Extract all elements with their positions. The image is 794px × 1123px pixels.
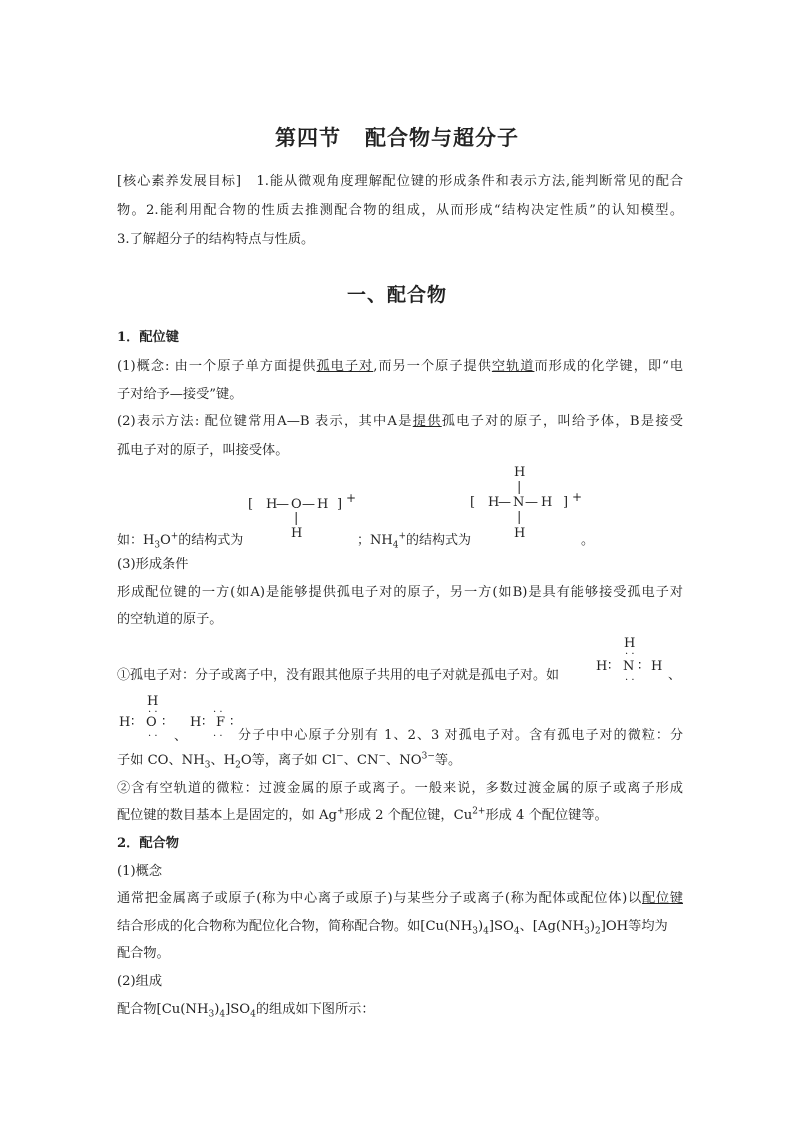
complex-concept-line-3: 配合物。: [117, 946, 170, 961]
example-nh4-label: ；$NH_4^+$的结构式为: [357, 531, 472, 551]
condition-line-2: 的空轨道的原子。: [117, 612, 223, 627]
page-title: 第四节 配合物与超分子: [275, 125, 519, 150]
document-page: 第四节 配合物与超分子 [核心素养发展目标] 1.能从微观角度理解配位键的形成条件和表示方法,能判断常见的配合 物。2.能利用配合物的性质去推测配合物的组成，从而形成“结构决定性质”的认知模型。 3.了解超分子的结构特点与性质。 一、配合物 1．配位键 (1)概念: 由一个原子单方面提供孤电子对,而另一个原子提供空轨道而形成的化学键，即“电 子对给予—接受”键。 (2)表示方法: 配位键常用A—B 表示，其中A是提供孤电子对的原子，叫给予体，B是接受 孤电子对的原子，叫接受体。 [ H — O — H ] + | H H | [ H — N — H ] + | H 如：$H_3O^+$的结构式为 ；$NH_4^+$的结构式为 。 (3)形成条件 形成配位键的一方(如A)是能够提供孤电子对的原子，另一方(如B)是具有能够接受孤电子对 的空轨道的原子。 ①孤电子对：分子或离子中，没有跟其他原子共用的电子对就是孤电子对。如 H · · H ∶ N ∶ H · · 、 H · · H ∶ O ∶ · · 、 H ∶ · · F ∶ · · 分子中中心原子分别有 1、2、3 对孤电子对。含有孤电子对的微粒：分 子如 CO、$NH_3$、$H_2O$等，离子如 Cl−、CN−、$NO^{3-}$等。 ②含有空轨道的微粒：过渡金属的原子或离子。一般来说，多数过渡金属的原子或离子形成 配位键的数目基本上是固定的，如 Ag+形成 2 个配位键，$Cu^{2+}$形成 4 个配位键等。 2．配合物 (1)概念 通常把金属离子或原子(称为中心离子或原子)与某些分子或离子(称为配体或配位体)以配位键 结合形成的化合物称为配位化合物，简称配合物。如$[Cu(NH_3)_4]SO_4$、$[Ag(NH_3)_2]OH$等均为 配合物。 (2)组成 配合物$[Cu(NH_3)_4]SO_4$的组成如下图所示：: [0, 0, 794, 1123]
condition-line-1: 形成配位键的一方(如A)是能够提供孤电子对的原子，另一方(如B)是具有能够接受孤电子对: [117, 585, 683, 600]
section-title-complexes: 一、配合物: [346, 284, 447, 306]
goals-line-1: [核心素养发展目标] 1.能从微观角度理解配位键的形成条件和表示方法,能判断常见的配合: [117, 174, 683, 189]
complex-concept-line-2: 结合形成的化合物称为配位化合物，简称配合物。如$[Cu(NH_3)_4]SO_4$、$[Ag(NH_3)_2]OH$等均为: [117, 919, 668, 937]
composition-line-1: 配合物$[Cu(NH_3)_4]SO_4$的组成如下图所示：: [117, 1002, 375, 1020]
lone-pair-line-3: 子如 CO、$NH_3$、$H_2O$等，离子如 Cl−、CN−、$NO^{3-}$等。: [117, 751, 462, 771]
goals-line-2: 物。2.能利用配合物的性质去推测配合物的组成，从而形成“结构决定性质”的认知模型。: [117, 203, 683, 218]
complex-concept-line-1: 通常把金属离子或原子(称为中心离子或原子)与某些分子或离子(称为配体或配位体)以配位键: [117, 891, 683, 906]
complex-concept-heading: (1)概念: [117, 864, 163, 879]
concept-line-1: (1)概念: 由一个原子单方面提供孤电子对,而另一个原子提供空轨道而形成的化学键，即“电: [117, 359, 683, 374]
condition-heading: (3)形成条件: [117, 557, 189, 572]
lone-pair-line-end: 、: [668, 668, 682, 683]
heading-coordinate-bond: 1．配位键: [117, 330, 179, 345]
representation-line-2: 孤电子对的原子，叫接受体。: [117, 443, 289, 458]
composition-heading: (2)组成: [117, 974, 163, 989]
lone-pair-line: ①孤电子对：分子或离子中，没有跟其他原子共用的电子对就是孤电子对。如: [117, 668, 560, 683]
heading-complexes: 2．配合物: [117, 836, 179, 851]
representation-line-1: (2)表示方法: 配位键常用A—B 表示，其中A是提供孤电子对的原子，叫给予体，B是接受: [117, 414, 683, 429]
empty-orbital-line-2: 配位键的数目基本上是固定的，如 Ag+形成 2 个配位键，$Cu^{2+}$形成 4 个配位键等。: [117, 806, 608, 823]
example-h3o-label: 如：$H_3O^+$的结构式为: [117, 531, 244, 551]
lone-pair-line-2: 分子中中心原子分别有 1、2、3 对孤电子对。含有孤电子对的微粒：分: [238, 728, 683, 743]
empty-orbital-line-1: ②含有空轨道的微粒：过渡金属的原子或离子。一般来说，多数过渡金属的原子或离子形成: [117, 781, 683, 796]
example-period: 。: [581, 533, 595, 548]
formula-separator: 、: [174, 729, 188, 744]
concept-line-2: 子对给予—接受”键。: [117, 387, 243, 402]
goals-line-3: 3.了解超分子的结构特点与性质。: [117, 232, 315, 247]
